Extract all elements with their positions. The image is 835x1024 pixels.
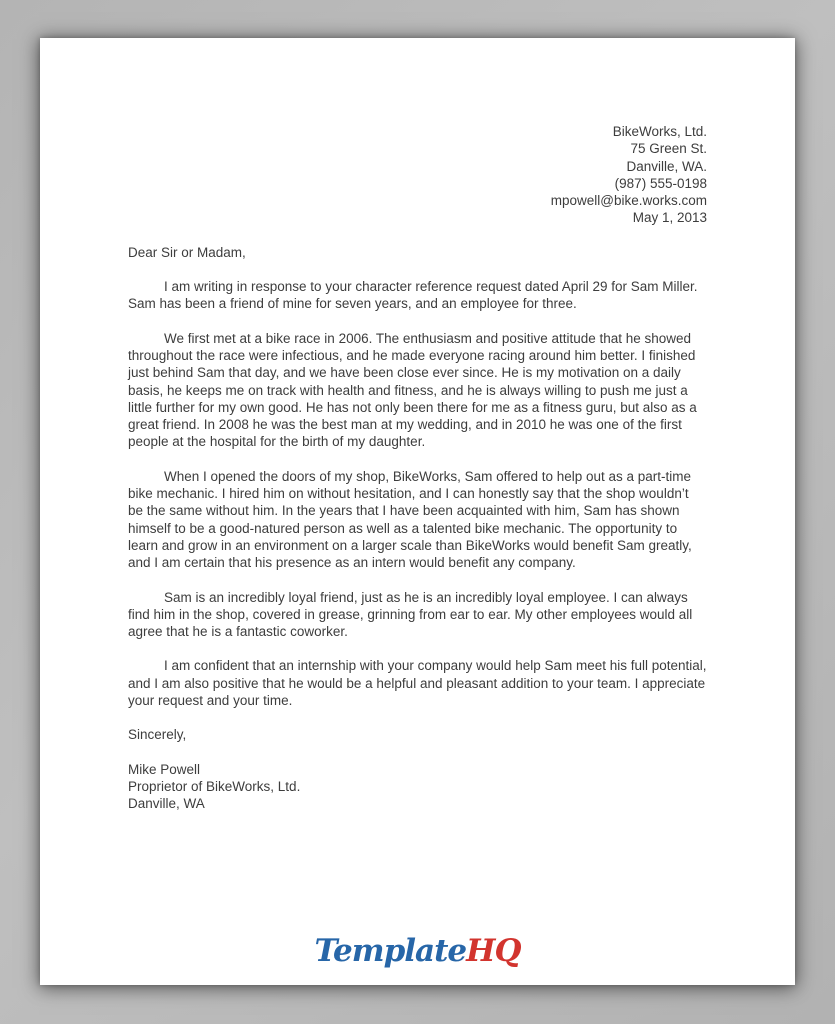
sender-phone: (987) 555-0198 [614, 175, 707, 191]
closing: Sincerely, [128, 727, 187, 743]
signature-location: Danville, WA [128, 796, 205, 812]
paragraph-employment: When I opened the doors of my shop, BikeWorks, Sam offered to help out as a part-time bike mechanic. I hired him on without hesitation, and I can honestly say that the shop wouldn’t be the same without him. In the years that I have been acquainted with him, Sam has shown himself to be a good-natured person as well as a talented bike mechanic. The opportunity to learn and grow in an environment on a larger scale than BikeWorks would benefit Sam greatly, and I am certain that his presence as an intern would benefit any company. [128, 468, 692, 571]
salutation: Dear Sir or Madam, [128, 244, 246, 260]
logo-text-hq: HQ [466, 933, 521, 969]
paragraph-friendship: We first met at a bike race in 2006. The enthusiasm and positive attitude that he showed throughout the race were infectious, and he made everyone racing around him better. I finished just behind Sam that day, and we have been close ever since. He is my motivation on a daily basis, he keeps me on track with health and fitness, and he is always willing to push me just a little further for my own good. He has not only been there for me as a fitness guru, but also as a great friend. In 2008 he was the best man at my wedding, and in 2010 he was one of the first people at the hospital for the birth of my daughter. [128, 330, 697, 450]
signature-name: Mike Powell [128, 761, 201, 777]
sender-email: mpowell@bike.works.com [550, 193, 707, 209]
logo-text-template: Template [314, 933, 467, 969]
sender-city: Danville, WA. [626, 158, 707, 174]
paragraph-intro: I am writing in response to your character reference request dated April 29 for Sam Miller. Sam has been a friend of mine for seven years, and an employee for three. [128, 279, 698, 312]
letter-page [40, 38, 795, 985]
signature-title: Proprietor of BikeWorks, Ltd. [128, 778, 301, 794]
paragraph-recommendation: I am confident that an internship with your company would help Sam meet his full potential, and I am also positive that he would be a helpful and pleasant addition to your team. I appreciate your request and your time. [128, 658, 707, 709]
templatehq-logo [40, 932, 795, 970]
sender-address-block [128, 123, 707, 227]
signature-block [128, 761, 707, 813]
paragraph-loyalty: Sam is an incredibly loyal friend, just as he is an incredibly loyal employee. I can always find him in the shop, covered in grease, grinning from ear to ear. My other employees would all agree that he is a fantastic coworker. [128, 589, 693, 640]
letter-date: May 1, 2013 [632, 210, 707, 226]
sender-company: BikeWorks, Ltd. [612, 124, 707, 139]
sender-street: 75 Green St. [630, 141, 707, 157]
